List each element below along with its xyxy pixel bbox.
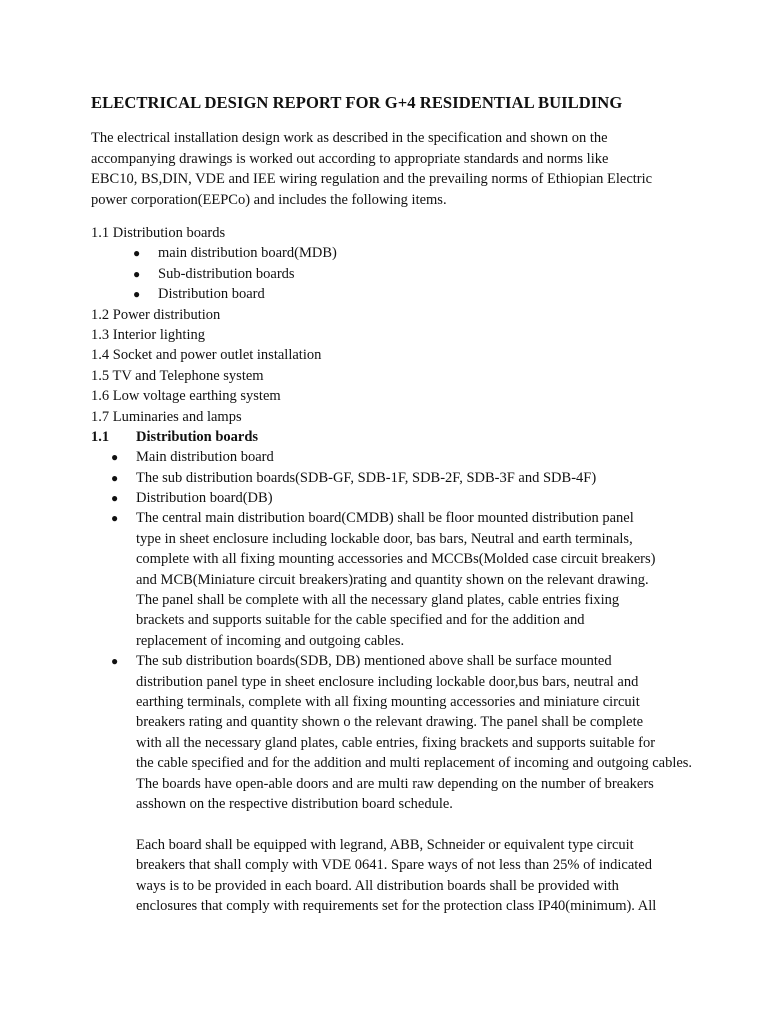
toc-item: 1.6 Low voltage earthing system xyxy=(91,388,281,405)
detail-line: breakers that shall comply with VDE 0641. Spare ways of not less than 25% of indicated xyxy=(136,857,652,874)
list-item-line: The central main distribution board(CMDB) shall be floor mounted distribution panel xyxy=(136,510,634,527)
intro-line: EBC10, BS,DIN, VDE and IEE wiring regulation and the prevailing norms of Ethiopian Electric xyxy=(91,171,653,188)
list-item-line: complete with all fixing mounting accessories and MCCBs(Molded case circuit breakers) xyxy=(136,551,656,568)
toc-sub-item-label: main distribution board(MDB) xyxy=(158,245,337,262)
toc-sub-item xyxy=(91,243,691,263)
list-item-line: breakers rating and quantity shown o the relevant drawing. The panel shall be complete xyxy=(136,714,644,731)
toc-item: 1.3 Interior lighting xyxy=(91,326,205,343)
toc-item: 1.5 TV and Telephone system xyxy=(91,367,264,384)
list-item-line: Distribution board(DB) xyxy=(136,490,273,507)
list-item-line: distribution panel type in sheet enclosure including lockable door,bus bars, neutral and xyxy=(136,673,639,690)
toc-sub-item xyxy=(91,264,691,284)
toc-item: 1.4 Socket and power outlet installation xyxy=(91,347,322,364)
list-item-line: with all the necessary gland plates, cable entries, fixing brackets and supports suitable for xyxy=(136,734,656,751)
list-item-line: brackets and supports suitable for the cable specified and for the addition and xyxy=(136,612,585,629)
bullet-icon: ● xyxy=(133,287,141,302)
bullet-icon: ● xyxy=(111,491,119,506)
list-item-line: Main distribution board xyxy=(136,449,274,466)
toc-sub-item xyxy=(91,284,691,304)
toc-item: 1.2 Power distribution xyxy=(91,306,221,323)
section-heading xyxy=(91,427,691,447)
list-item xyxy=(91,447,691,467)
list-item xyxy=(91,651,691,814)
bullet-icon: ● xyxy=(111,470,119,485)
toc-item: 1.7 Luminaries and lamps xyxy=(91,408,242,425)
intro-line: The electrical installation design work as described in the specification and shown on the xyxy=(91,130,608,146)
list-item-line: type in sheet enclosure including lockable door, bas bars, Neutral and earth terminals, xyxy=(136,530,633,547)
section-number: 1.1 xyxy=(91,428,110,445)
bullet-icon: ● xyxy=(133,246,141,261)
document-title: ELECTRICAL DESIGN REPORT FOR G+4 RESIDENTIAL BUILDING xyxy=(91,93,623,112)
bullet-icon: ● xyxy=(111,450,119,465)
list-item xyxy=(91,508,691,651)
toc-sub-item-label: Sub-distribution boards xyxy=(158,265,295,282)
intro-line: accompanying drawings is worked out according to appropriate standards and norms like xyxy=(91,150,609,167)
list-item-line: The sub distribution boards(SDB, DB) mentioned above shall be surface mounted xyxy=(136,653,612,670)
intro-line: power corporation(EEPCo) and includes the following items. xyxy=(91,192,447,209)
list-item-line: The boards have open-able doors and are multi raw depending on the number of breakers xyxy=(136,775,654,792)
toc-sub-item-label: Distribution board xyxy=(158,286,265,303)
bullet-icon: ● xyxy=(133,266,141,281)
intro-paragraph xyxy=(91,128,691,211)
bullet-icon: ● xyxy=(111,654,119,669)
list-item-line: and MCB(Miniature circuit breakers)rating and quantity shown on the relevant drawing. xyxy=(136,571,649,588)
list-item-line: The panel shall be complete with all the necessary gland plates, cable entries fixing xyxy=(136,592,620,609)
section-heading-text: Distribution boards xyxy=(136,428,259,445)
detail-line: Each board shall be equipped with legrand, ABB, Schneider or equivalent type circuit xyxy=(136,836,634,853)
list-item-line: The sub distribution boards(SDB-GF, SDB-1F, SDB-2F, SDB-3F and SDB-4F) xyxy=(136,469,597,486)
detail-line: ways is to be provided in each board. All distribution boards shall be provided with xyxy=(136,877,619,894)
list-item-line: the cable specified and for the addition and multi replacement of incoming and outgoing cables. xyxy=(136,755,693,772)
toc-item-1-1: 1.1 Distribution boards xyxy=(91,225,226,241)
bullet-icon: ● xyxy=(111,511,119,526)
detail-paragraph xyxy=(91,835,691,917)
list-item-line: earthing terminals, complete with all fixing mounting accessories and miniature circuit xyxy=(136,693,640,710)
list-item xyxy=(91,468,691,488)
list-item-line: replacement of incoming and outgoing cables. xyxy=(136,632,405,649)
contents-list xyxy=(91,223,691,916)
section-bullet-list xyxy=(91,447,691,814)
detail-line: enclosures that comply with requirements set for the protection class IP40(minimum). All xyxy=(136,897,657,914)
list-item-line: asshown on the respective distribution board schedule. xyxy=(136,795,453,812)
list-item xyxy=(91,488,691,508)
